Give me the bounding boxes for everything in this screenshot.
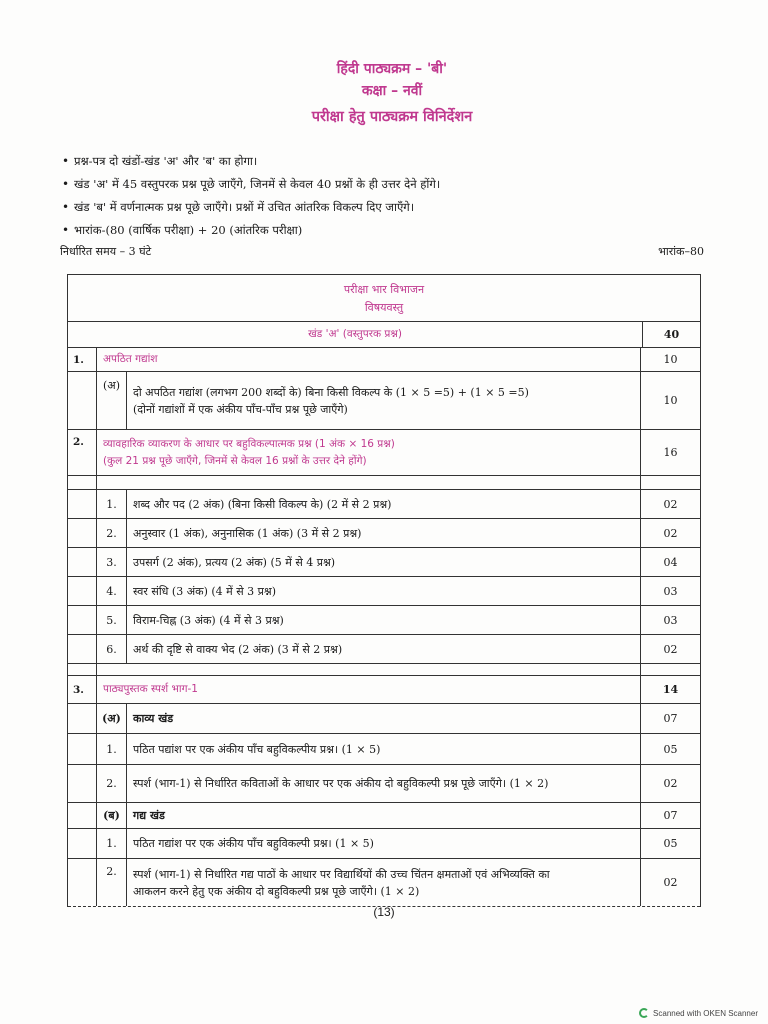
bullet-icon: • [62,177,70,191]
bullet-icon: • [62,154,70,168]
table-row: 6. अर्थ की दृष्टि से वाक्य भेद (2 अंक) (3 में से 2 प्रश्न) 02 [68,635,700,664]
table-spacer-row [68,476,700,490]
instruction-item: • भारांक-(80 (वार्षिक परीक्षा) + 20 (आंतरिक परीक्षा) [62,219,702,242]
table-row: 4. स्वर संधि (3 अंक) (4 में से 3 प्रश्न) 03 [68,577,700,606]
table-row: 1. पठित गद्यांश पर एक अंकीय पाँच बहुविकल्पी प्रश्न। (1 × 5) 05 [68,829,700,859]
time-allowed: निर्धारित समय – 3 घंटे [60,245,152,258]
table-row: (अ) दो अपठित गद्यांश (लगभग 200 शब्दों के) बिना किसी विकल्प के (1 × 5 =5) + (1 × 5 =5) (दोनों गद्यांशों में एक अंकीय पाँच-पाँच प्रश्न पूछे जाएँगे) 10 [68,372,700,430]
header [0,58,768,128]
max-marks: भारांक–80 [658,245,704,258]
bullet-icon: • [62,200,70,214]
instruction-item: • प्रश्न-पत्र दो खंडों-खंड 'अ' और 'ब' का होगा। [62,150,702,173]
bullet-icon: • [62,223,70,237]
scanner-watermark: Scanned with OKEN Scanner [639,1008,758,1018]
table-row: 5. विराम-चिह्न (3 अंक) (4 में से 3 प्रश्न) 03 [68,606,700,635]
table-spacer-row [68,664,700,676]
table-row: 2. अनुस्वार (1 अंक), अनुनासिक (1 अंक) (3 में से 2 प्रश्न) 02 [68,519,700,548]
table-row: 2. स्पर्श (भाग-1) से निर्धारित कविताओं के आधार पर एक अंकीय दो बहुविकल्पी प्रश्न पूछे जाएँगे। (1 × 2) 02 [68,765,700,803]
table-caption: परीक्षा भार विभाजन विषयवस्तु [68,275,700,322]
table-row: 1. शब्द और पद (2 अंक) (बिना किसी विकल्प के) (2 में से 2 प्रश्न) 02 [68,490,700,519]
instruction-item: • खंड 'ब' में वर्णनात्मक प्रश्न पूछे जाएँगे। प्रश्नों में उचित आंतरिक विकल्प दिए जाएँगे। [62,196,702,219]
table-row: 2. व्यावहारिक व्याकरण के आधार पर बहुविकल्पात्मक प्रश्न (1 अंक × 16 प्रश्न) (कुल 21 प्रश्न पूछे जाएँगे, जिनमें से केवल 16 प्रश्नों के उत्तर देने होंगे) 16 [68,430,700,476]
table-row: (ब) गद्य खंड 07 [68,803,700,829]
syllabus-title: हिंदी पाठ्यक्रम – 'बी' [336,61,448,77]
table-row: 3. पाठ्यपुस्तक स्पर्श भाग-1 14 [68,676,700,704]
table-row: 1. अपठित गद्यांश 10 [68,348,700,372]
instruction-item: • खंड 'अ' में 45 वस्तुपरक प्रश्न पूछे जाएँगे, जिनमें से केवल 40 प्रश्नों के ही उत्तर देने होंगे। [62,173,702,196]
exam-spec-title: परीक्षा हेतु पाठ्यक्रम विनिर्देशन [311,109,473,125]
table-row: 3. उपसर्ग (2 अंक), प्रत्यय (2 अंक) (5 में से 4 प्रश्न) 04 [68,548,700,577]
table-row: 2. स्पर्श (भाग-1) से निर्धारित गद्य पाठों के आधार पर विद्यार्थियों की उच्च चिंतन क्षमताओं एवं अभिव्यक्ति का आकलन करने हेतु एक अंकीय दो बहुविकल्पी प्रश्न पूछे जाएँगे। (1 × 2) 02 [68,859,700,907]
table-row: 1. पठित पद्यांश पर एक अंकीय पाँच बहुविकल्पीय प्रश्न। (1 × 5) 05 [68,734,700,765]
class-title: कक्षा – नवीं [361,83,423,99]
page-number: (13) [373,905,395,919]
table-row: (अ) काव्य खंड 07 [68,704,700,734]
scanner-logo-icon [639,1008,649,1018]
section-a-row: खंड 'अ' (वस्तुपरक प्रश्न) 40 [68,322,700,348]
instruction-list [62,150,702,242]
exam-meta [60,244,704,259]
marks-distribution-table [67,274,701,907]
